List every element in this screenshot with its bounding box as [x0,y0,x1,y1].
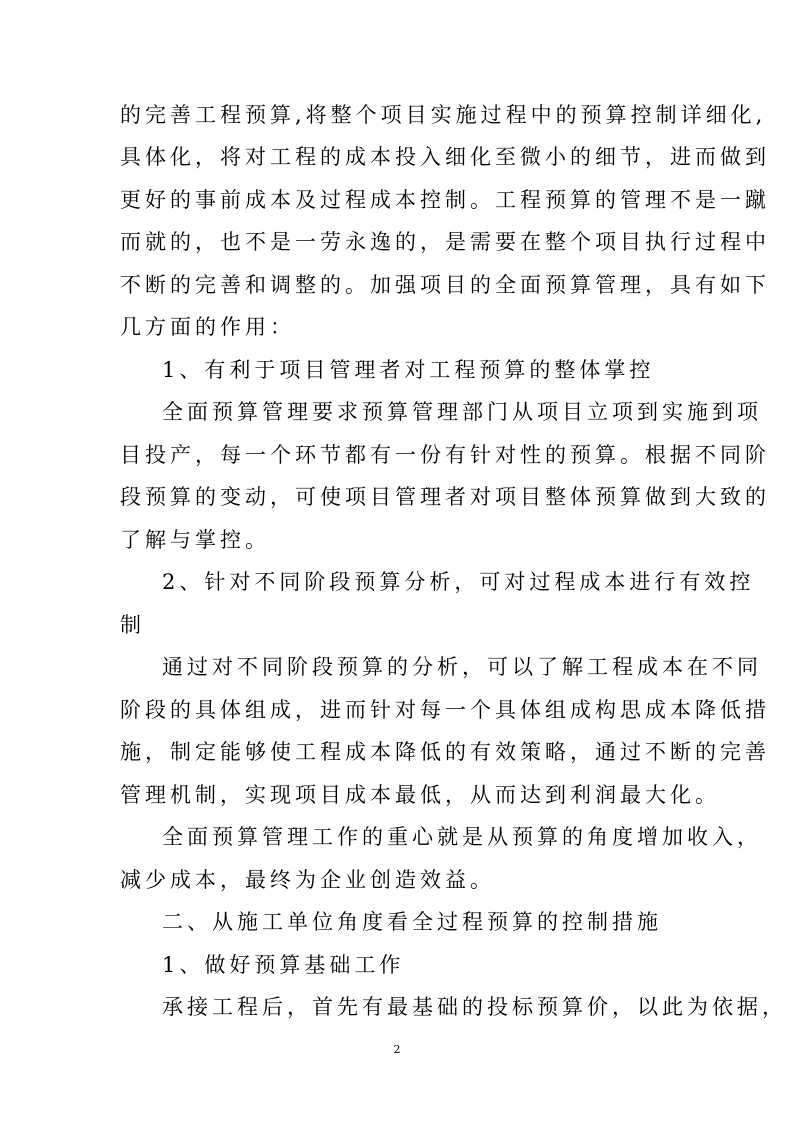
text-line: 具体化，将对工程的成本投入细化至微小的细节，进而做到 [120,145,770,169]
page-number: 2 [393,1043,401,1056]
text-line: 阶段的具体组成，进而针对每一个具体组成构思成本降低措 [120,698,770,722]
text-line: 全面预算管理要求预算管理部门从项目立项到实施到项 [162,400,762,424]
text-line: 目投产，每一个环节都有一份有针对性的预算。根据不同阶 [120,443,770,467]
text-line: 更好的事前成本及过程成本控制。工程预算的管理不是一蹴 [120,188,770,212]
text-line: 几方面的作用： [120,315,295,339]
section-heading: 1、有利于项目管理者对工程预算的整体掌控 [162,358,655,382]
text-line: 不断的完善和调整的。加强项目的全面预算管理，具有如下 [120,273,770,297]
text-line: 通过对不同阶段预算的分析，可以了解工程成本在不同 [162,655,762,679]
section-heading: 1、做好预算基础工作 [162,953,405,977]
text-line: 的完善工程预算,将整个项目实施过程中的预算控制详细化, [120,103,767,127]
text-line: 管理机制，实现项目成本最低，从而达到利润最大化。 [120,783,720,807]
text-line: 减少成本，最终为企业创造效益。 [120,868,495,892]
section-heading: 二、从施工单位角度看全过程预算的控制措施 [162,910,662,934]
text-line: 了解与掌控。 [120,528,270,552]
text-line: 承接工程后，首先有最基础的投标预算价，以此为依据， [162,995,787,1019]
text-line: 施，制定能够使工程成本降低的有效策略，通过不断的完善 [120,740,770,764]
text-line: 而就的，也不是一劳永逸的，是需要在整个项目执行过程中 [120,230,770,254]
text-line: 制 [120,613,145,637]
text-line: 段预算的变动，可使项目管理者对项目整体预算做到大致的 [120,485,770,509]
section-heading: 2、针对不同阶段预算分析，可对过程成本进行有效控 [162,570,755,594]
text-line: 全面预算管理工作的重心就是从预算的角度增加收入， [162,825,762,849]
